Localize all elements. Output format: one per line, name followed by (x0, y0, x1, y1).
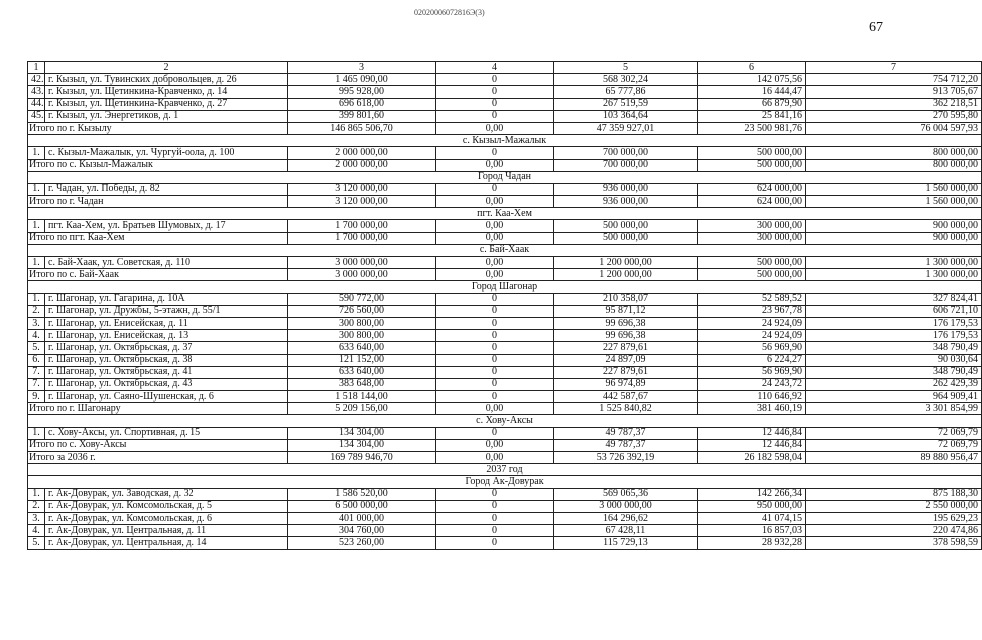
amount-cell: 0 (436, 293, 554, 305)
address-cell: г. Шагонар, ул. Гагарина, д. 10А (45, 293, 288, 305)
section-header-row (28, 244, 982, 256)
amount-cell: 270 595,80 (806, 110, 982, 122)
address-cell: г. Шагонар, ул. Саяно-Шушенская, д. 6 (45, 391, 288, 403)
address-cell: г. Ак-Довурак, ул. Комсомольская, д. 5 (45, 500, 288, 512)
table-row (28, 220, 982, 232)
address-cell: г. Шагонар, ул. Енисейская, д. 13 (45, 330, 288, 342)
total-cell: 700 000,00 (554, 159, 698, 171)
address-cell: г. Кызыл, ул. Щетинкина-Кравченко, д. 14 (45, 86, 288, 98)
amount-cell: 24 924,09 (698, 317, 806, 329)
amount-cell: 0 (436, 110, 554, 122)
amount-cell: 66 879,90 (698, 98, 806, 110)
amount-cell: 304 760,00 (288, 525, 436, 537)
column-number: 4 (436, 62, 554, 74)
amount-cell: 96 974,89 (554, 378, 698, 390)
table-row (28, 378, 982, 390)
total-cell: 0,00 (436, 232, 554, 244)
row-number: 1. (28, 220, 45, 232)
amount-cell: 300 800,00 (288, 317, 436, 329)
total-cell: 47 359 927,01 (554, 122, 698, 134)
amount-cell: 1 586 520,00 (288, 488, 436, 500)
section-header-row (28, 281, 982, 293)
amount-cell: 300 800,00 (288, 330, 436, 342)
section-title: Город Шагонар (28, 281, 982, 293)
section-header-row (28, 171, 982, 183)
total-cell: 1 300 000,00 (806, 269, 982, 281)
amount-cell: 0 (436, 537, 554, 549)
address-cell: г. Ак-Довурак, ул. Заводская, д. 32 (45, 488, 288, 500)
table-row (28, 183, 982, 195)
section-title: с. Хову-Аксы (28, 415, 982, 427)
table-row (28, 342, 982, 354)
amount-cell: 267 519,59 (554, 98, 698, 110)
total-row (28, 403, 982, 415)
total-cell: 3 120 000,00 (288, 196, 436, 208)
amount-cell: 210 358,07 (554, 293, 698, 305)
amount-cell: 964 909,41 (806, 391, 982, 403)
address-cell: г. Ак-Довурак, ул. Центральная, д. 11 (45, 525, 288, 537)
amount-cell: 936 000,00 (554, 183, 698, 195)
total-cell: 3 301 854,99 (806, 403, 982, 415)
amount-cell: 0 (436, 147, 554, 159)
total-cell: 26 182 598,04 (698, 452, 806, 464)
amount-cell: 0 (436, 427, 554, 439)
row-number: 1. (28, 488, 45, 500)
address-cell: г. Ак-Довурак, ул. Центральная, д. 14 (45, 537, 288, 549)
row-number: 1. (28, 183, 45, 195)
row-number: 6. (28, 354, 45, 366)
total-label: Итого по г. Кызылу (28, 122, 288, 134)
amount-cell: 348 790,49 (806, 342, 982, 354)
amount-cell: 28 932,28 (698, 537, 806, 549)
total-label: Итого по пгт. Каа-Хем (28, 232, 288, 244)
total-cell: 936 000,00 (554, 196, 698, 208)
table-row (28, 537, 982, 549)
address-cell: г. Кызыл, ул. Энергетиков, д. 1 (45, 110, 288, 122)
total-row (28, 452, 982, 464)
amount-cell: 800 000,00 (806, 147, 982, 159)
amount-cell: 399 801,60 (288, 110, 436, 122)
address-cell: с. Хову-Аксы, ул. Спортивная, д. 15 (45, 427, 288, 439)
total-cell: 0,00 (436, 159, 554, 171)
amount-cell: 0 (436, 86, 554, 98)
amount-cell: 142 075,56 (698, 74, 806, 86)
total-label: Итого по г. Шагонару (28, 403, 288, 415)
amount-cell: 56 969,90 (698, 366, 806, 378)
row-number: 4. (28, 330, 45, 342)
row-number: 1. (28, 147, 45, 159)
row-number: 7. (28, 366, 45, 378)
total-cell: 49 787,37 (554, 439, 698, 451)
amount-cell: 1 300 000,00 (806, 257, 982, 269)
total-label: Итого по с. Кызыл-Мажалык (28, 159, 288, 171)
table-row (28, 74, 982, 86)
amount-cell: 3 000 000,00 (554, 500, 698, 512)
table-row (28, 366, 982, 378)
amount-cell: 0 (436, 183, 554, 195)
row-number: 1. (28, 293, 45, 305)
amount-cell: 262 429,39 (806, 378, 982, 390)
row-number: 43. (28, 86, 45, 98)
amount-cell: 0 (436, 488, 554, 500)
section-title: с. Кызыл-Мажалык (28, 135, 982, 147)
amount-cell: 16 444,47 (698, 86, 806, 98)
funding-table (27, 61, 982, 550)
amount-cell: 0 (436, 317, 554, 329)
document-code: 02020006072816Э(3) (414, 8, 485, 17)
amount-cell: 3 000 000,00 (288, 257, 436, 269)
column-number: 6 (698, 62, 806, 74)
total-row (28, 196, 982, 208)
address-cell: г. Шагонар, ул. Енисейская, д. 11 (45, 317, 288, 329)
total-cell: 23 500 981,76 (698, 122, 806, 134)
amount-cell: 0 (436, 74, 554, 86)
table-row (28, 354, 982, 366)
amount-cell: 227 879,61 (554, 342, 698, 354)
total-cell: 500 000,00 (554, 232, 698, 244)
total-cell: 169 789 946,70 (288, 452, 436, 464)
address-cell: г. Шагонар, ул. Октябрьская, д. 37 (45, 342, 288, 354)
total-cell: 0,00 (436, 122, 554, 134)
address-cell: пгт. Каа-Хем, ул. Братьев Шумовых, д. 17 (45, 220, 288, 232)
amount-cell: 568 302,24 (554, 74, 698, 86)
amount-cell: 164 296,62 (554, 512, 698, 524)
amount-cell: 348 790,49 (806, 366, 982, 378)
table-row (28, 488, 982, 500)
amount-cell: 1 518 144,00 (288, 391, 436, 403)
amount-cell: 25 841,16 (698, 110, 806, 122)
amount-cell: 1 200 000,00 (554, 257, 698, 269)
column-number: 1 (28, 62, 45, 74)
amount-cell: 52 589,52 (698, 293, 806, 305)
amount-cell: 6 224,27 (698, 354, 806, 366)
total-cell: 12 446,84 (698, 439, 806, 451)
table-row (28, 305, 982, 317)
total-cell: 76 004 597,93 (806, 122, 982, 134)
amount-cell: 0 (436, 354, 554, 366)
row-number: 4. (28, 525, 45, 537)
total-label: Итого по с. Хову-Аксы (28, 439, 288, 451)
table-row (28, 330, 982, 342)
address-cell: г. Чадан, ул. Победы, д. 82 (45, 183, 288, 195)
total-row (28, 439, 982, 451)
amount-cell: 875 188,30 (806, 488, 982, 500)
amount-cell: 500 000,00 (698, 147, 806, 159)
section-header-row (28, 208, 982, 220)
amount-cell: 1 465 090,00 (288, 74, 436, 86)
column-number: 3 (288, 62, 436, 74)
row-number: 45. (28, 110, 45, 122)
table-body (28, 62, 982, 550)
total-cell: 0,00 (436, 269, 554, 281)
row-number: 7. (28, 378, 45, 390)
amount-cell: 696 618,00 (288, 98, 436, 110)
amount-cell: 913 705,67 (806, 86, 982, 98)
amount-cell: 950 000,00 (698, 500, 806, 512)
address-cell: с. Бай-Хаак, ул. Советская, д. 110 (45, 257, 288, 269)
amount-cell: 2 550 000,00 (806, 500, 982, 512)
amount-cell: 606 721,10 (806, 305, 982, 317)
total-cell: 134 304,00 (288, 439, 436, 451)
row-number: 5. (28, 342, 45, 354)
amount-cell: 176 179,53 (806, 330, 982, 342)
table-row (28, 391, 982, 403)
amount-cell: 227 879,61 (554, 366, 698, 378)
amount-cell: 442 587,67 (554, 391, 698, 403)
amount-cell: 65 777,86 (554, 86, 698, 98)
amount-cell: 900 000,00 (806, 220, 982, 232)
address-cell: г. Шагонар, ул. Октябрьская, д. 41 (45, 366, 288, 378)
total-cell: 0,00 (436, 439, 554, 451)
total-cell: 1 700 000,00 (288, 232, 436, 244)
amount-cell: 103 364,64 (554, 110, 698, 122)
section-title: 2037 год (28, 464, 982, 476)
amount-cell: 24 243,72 (698, 378, 806, 390)
amount-cell: 383 648,00 (288, 378, 436, 390)
row-number: 42. (28, 74, 45, 86)
total-cell: 1 560 000,00 (806, 196, 982, 208)
total-row (28, 159, 982, 171)
table-row (28, 317, 982, 329)
section-header-row (28, 415, 982, 427)
amount-cell: 633 640,00 (288, 366, 436, 378)
total-cell: 1 200 000,00 (554, 269, 698, 281)
section-title: с. Бай-Хаак (28, 244, 982, 256)
amount-cell: 12 446,84 (698, 427, 806, 439)
amount-cell: 0 (436, 366, 554, 378)
total-cell: 53 726 392,19 (554, 452, 698, 464)
row-number: 3. (28, 317, 45, 329)
table-row (28, 525, 982, 537)
total-cell: 2 000 000,00 (288, 159, 436, 171)
amount-cell: 3 120 000,00 (288, 183, 436, 195)
amount-cell: 24 897,09 (554, 354, 698, 366)
amount-cell: 378 598,59 (806, 537, 982, 549)
amount-cell: 995 928,00 (288, 86, 436, 98)
section-header-row (28, 476, 982, 488)
total-cell: 500 000,00 (698, 159, 806, 171)
address-cell: г. Кызыл, ул. Тувинских добровольцев, д. 26 (45, 74, 288, 86)
total-cell: 300 000,00 (698, 232, 806, 244)
section-title: Город Чадан (28, 171, 982, 183)
amount-cell: 700 000,00 (554, 147, 698, 159)
amount-cell: 633 640,00 (288, 342, 436, 354)
total-cell: 1 525 840,82 (554, 403, 698, 415)
table-row (28, 293, 982, 305)
amount-cell: 134 304,00 (288, 427, 436, 439)
row-number: 9. (28, 391, 45, 403)
amount-cell: 362 218,51 (806, 98, 982, 110)
amount-cell: 0 (436, 342, 554, 354)
section-title: Город Ак-Довурак (28, 476, 982, 488)
amount-cell: 523 260,00 (288, 537, 436, 549)
total-cell: 3 000 000,00 (288, 269, 436, 281)
total-cell: 146 865 506,70 (288, 122, 436, 134)
amount-cell: 72 069,79 (806, 427, 982, 439)
total-cell: 0,00 (436, 452, 554, 464)
table-row (28, 500, 982, 512)
address-cell: с. Кызыл-Мажалык, ул. Чургуй-оола, д. 100 (45, 147, 288, 159)
amount-cell: 142 266,34 (698, 488, 806, 500)
amount-cell: 176 179,53 (806, 317, 982, 329)
column-number: 5 (554, 62, 698, 74)
amount-cell: 16 857,03 (698, 525, 806, 537)
total-label: Итого по с. Бай-Хаак (28, 269, 288, 281)
amount-cell: 110 646,92 (698, 391, 806, 403)
total-cell: 72 069,79 (806, 439, 982, 451)
amount-cell: 121 152,00 (288, 354, 436, 366)
total-cell: 624 000,00 (698, 196, 806, 208)
amount-cell: 624 000,00 (698, 183, 806, 195)
amount-cell: 0 (436, 98, 554, 110)
total-cell: 0,00 (436, 196, 554, 208)
amount-cell: 590 772,00 (288, 293, 436, 305)
column-number-row (28, 62, 982, 74)
address-cell: г. Шагонар, ул. Октябрьская, д. 38 (45, 354, 288, 366)
row-number: 44. (28, 98, 45, 110)
amount-cell: 99 696,38 (554, 330, 698, 342)
amount-cell: 569 065,36 (554, 488, 698, 500)
column-number: 2 (45, 62, 288, 74)
total-cell: 5 209 156,00 (288, 403, 436, 415)
amount-cell: 300 000,00 (698, 220, 806, 232)
amount-cell: 1 700 000,00 (288, 220, 436, 232)
amount-cell: 1 560 000,00 (806, 183, 982, 195)
amount-cell: 726 560,00 (288, 305, 436, 317)
page-number: 67 (869, 20, 883, 35)
amount-cell: 95 871,12 (554, 305, 698, 317)
amount-cell: 67 428,11 (554, 525, 698, 537)
amount-cell: 23 967,78 (698, 305, 806, 317)
total-cell: 381 460,19 (698, 403, 806, 415)
row-number: 3. (28, 512, 45, 524)
row-number: 2. (28, 500, 45, 512)
table-row (28, 427, 982, 439)
row-number: 5. (28, 537, 45, 549)
table-row (28, 98, 982, 110)
total-cell: 900 000,00 (806, 232, 982, 244)
total-row (28, 122, 982, 134)
section-header-row (28, 464, 982, 476)
table-row (28, 147, 982, 159)
address-cell: г. Шагонар, ул. Октябрьская, д. 43 (45, 378, 288, 390)
amount-cell: 41 074,15 (698, 512, 806, 524)
amount-cell: 220 474,86 (806, 525, 982, 537)
amount-cell: 0 (436, 525, 554, 537)
amount-cell: 0,00 (436, 257, 554, 269)
section-header-row (28, 135, 982, 147)
total-row (28, 269, 982, 281)
table-row (28, 257, 982, 269)
address-cell: г. Кызыл, ул. Щетинкина-Кравченко, д. 27 (45, 98, 288, 110)
amount-cell: 0 (436, 391, 554, 403)
row-number: 1. (28, 257, 45, 269)
table-row (28, 86, 982, 98)
amount-cell: 327 824,41 (806, 293, 982, 305)
row-number: 1. (28, 427, 45, 439)
amount-cell: 0 (436, 500, 554, 512)
amount-cell: 500 000,00 (554, 220, 698, 232)
amount-cell: 99 696,38 (554, 317, 698, 329)
address-cell: г. Ак-Довурак, ул. Комсомольская, д. 6 (45, 512, 288, 524)
total-cell: 89 880 956,47 (806, 452, 982, 464)
amount-cell: 500 000,00 (698, 257, 806, 269)
table-row (28, 110, 982, 122)
address-cell: г. Шагонар, ул. Дружбы, 5-этажн, д. 55/1 (45, 305, 288, 317)
table-row (28, 512, 982, 524)
row-number: 2. (28, 305, 45, 317)
amount-cell: 24 924,09 (698, 330, 806, 342)
column-number: 7 (806, 62, 982, 74)
amount-cell: 49 787,37 (554, 427, 698, 439)
amount-cell: 0 (436, 512, 554, 524)
amount-cell: 401 000,00 (288, 512, 436, 524)
amount-cell: 6 500 000,00 (288, 500, 436, 512)
amount-cell: 195 629,23 (806, 512, 982, 524)
total-cell: 800 000,00 (806, 159, 982, 171)
total-row (28, 232, 982, 244)
amount-cell: 2 000 000,00 (288, 147, 436, 159)
total-label: Итого по г. Чадан (28, 196, 288, 208)
total-label: Итого за 2036 г. (28, 452, 288, 464)
total-cell: 500 000,00 (698, 269, 806, 281)
amount-cell: 0 (436, 378, 554, 390)
total-cell: 0,00 (436, 403, 554, 415)
amount-cell: 90 030,64 (806, 354, 982, 366)
amount-cell: 115 729,13 (554, 537, 698, 549)
amount-cell: 56 969,90 (698, 342, 806, 354)
amount-cell: 0 (436, 330, 554, 342)
amount-cell: 0,00 (436, 220, 554, 232)
amount-cell: 754 712,20 (806, 74, 982, 86)
amount-cell: 0 (436, 305, 554, 317)
section-title: пгт. Каа-Хем (28, 208, 982, 220)
